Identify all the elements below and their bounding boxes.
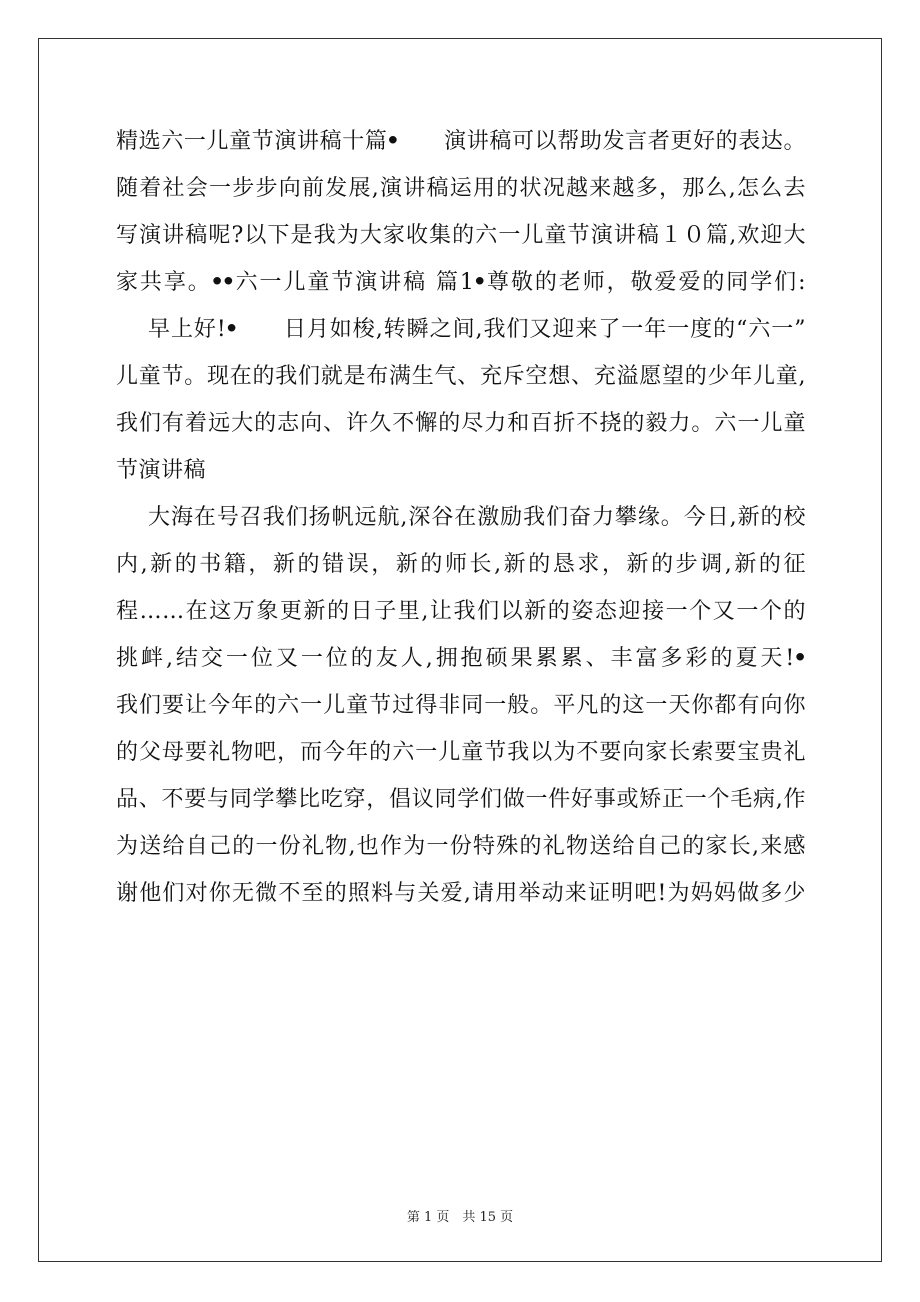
page-footer: 第 1 页 共 15 页 (406, 1210, 514, 1225)
text-line: 谢他们对你无微不至的照料与关爱,请用举动来证明吧!为妈妈做多少 (116, 881, 806, 906)
paragraph-1 (116, 118, 806, 306)
text-line: 的父母要礼物吧，而今年的六一儿童节我以为不要向家长索要宝贵礼 (116, 740, 806, 765)
text-line: 我们有着远大的志向、许久不懈的尽力和百折不挠的毅力。六一儿童 (116, 411, 806, 436)
text-line: 为送给自己的一份礼物,也作为一份特殊的礼物送给自己的家长,来感 (116, 834, 806, 859)
paragraph-3 (116, 494, 806, 917)
text-line: 节演讲稿 (116, 458, 207, 483)
text-line: 精选六一儿童节演讲稿十篇ꔷ 演讲稿可以帮助发言者更好的表达。 (116, 129, 806, 154)
text-line: 品、不要与同学攀比吃穿，倡议同学们做一件好事或矫正一个毛病,作 (116, 787, 806, 812)
body-text (116, 118, 806, 917)
text-line: 我们要让今年的六一儿童节过得非同一般。平凡的这一天你都有向你 (116, 693, 806, 718)
text-line: 早上好!ꔷ 日月如梭,转瞬之间,我们又迎来了一年一度的“六一” (148, 317, 806, 342)
text-line: 儿童节。现在的我们就是布满生气、充斥空想、充溢愿望的少年儿童, (116, 364, 806, 389)
paragraph-2 (116, 306, 806, 494)
text-line: 家共享。ꔷꔷ六一儿童节演讲稿 篇1ꔷ尊敬的老师，敬爱爱的同学们: (116, 270, 806, 295)
text-line: 内,新的书籍，新的错误，新的师长,新的恳求，新的步调,新的征 (116, 552, 806, 577)
text-line: 随着社会一步步向前发展,演讲稿运用的状况越来越多，那么,怎么去 (116, 176, 806, 201)
text-line: 大海在号召我们扬帆远航,深谷在激励我们奋力攀缘。今日,新的校 (148, 505, 806, 530)
text-line: 挑衅,结交一位又一位的友人,拥抱硕果累累、丰富多彩的夏天!ꔷ (116, 646, 806, 671)
text-line: 写演讲稿呢?以下是我为大家收集的六一儿童节演讲稿１０篇,欢迎大 (116, 223, 806, 248)
text-line: 程……在这万象更新的日子里,让我们以新的姿态迎接一个又一个的 (116, 599, 806, 624)
